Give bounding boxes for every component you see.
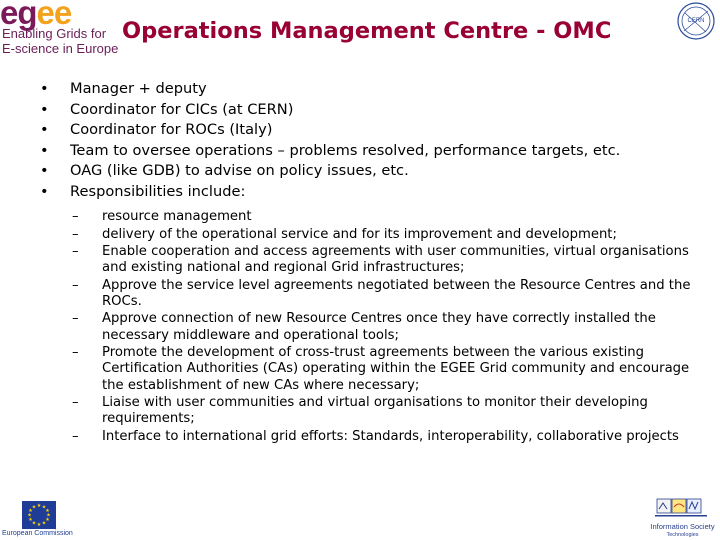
dash-marker: – bbox=[72, 209, 79, 224]
responsibility-item bbox=[72, 345, 712, 394]
dash-marker: – bbox=[72, 311, 79, 327]
responsibility-item bbox=[72, 395, 712, 427]
svg-text:★: ★ bbox=[36, 522, 42, 528]
svg-text:★: ★ bbox=[31, 520, 37, 527]
dash-marker: – bbox=[72, 345, 79, 361]
bullet-text: Manager + deputy bbox=[70, 80, 207, 97]
dash-marker: – bbox=[72, 244, 79, 259]
eu-flag-icon bbox=[22, 501, 56, 529]
svg-text:★: ★ bbox=[28, 508, 33, 514]
svg-text:★: ★ bbox=[41, 520, 47, 527]
responsibility-text: delivery of the operational service and for its improvement and development; bbox=[102, 226, 617, 242]
bullet-text: OAG (like GDB) to advise on policy issues, etc. bbox=[70, 162, 409, 180]
logo-word-part-1: eg bbox=[0, 0, 37, 31]
bullet-text: Coordinator for ROCs (Italy) bbox=[70, 121, 273, 139]
responsibility-text: Approve the service level agreements negotiated between the Resource Centres and the ROCs. bbox=[102, 277, 691, 309]
bullet-dot: • bbox=[40, 121, 49, 139]
responsibility-item bbox=[72, 244, 712, 276]
ist-sublabel: Technologies bbox=[666, 532, 699, 538]
bullet-dot: • bbox=[40, 141, 49, 159]
svg-text:★: ★ bbox=[27, 512, 32, 519]
responsibility-text: Promote the development of cross-trust agreements between the various existing Certification Authorities (CAs) operating within the EGEE Grid community and encourage the establishment of new CAs where necessary; bbox=[102, 345, 690, 393]
bullet-text: Coordinator for CICs (at CERN) bbox=[70, 100, 294, 118]
dash-marker: – bbox=[72, 226, 79, 242]
ist-emblem-icon bbox=[645, 497, 720, 523]
svg-text:★: ★ bbox=[31, 504, 37, 511]
svg-text:★: ★ bbox=[46, 512, 51, 519]
egee-logo bbox=[0, 0, 119, 60]
svg-text:★: ★ bbox=[45, 517, 50, 523]
responsibility-item bbox=[72, 278, 712, 310]
bullet-dot: • bbox=[40, 80, 49, 97]
responsibility-text: resource management bbox=[102, 209, 252, 224]
dash-marker: – bbox=[72, 395, 79, 411]
responsibilities-list bbox=[72, 209, 712, 446]
bullet-dot: • bbox=[40, 100, 49, 118]
responsibility-item bbox=[72, 209, 712, 225]
ist-label: Information Society bbox=[650, 522, 715, 531]
svg-text:★: ★ bbox=[36, 503, 42, 509]
responsibility-item bbox=[72, 227, 712, 243]
bullet-text: Team to oversee operations – problems resolved, performance targets, etc. bbox=[70, 141, 621, 159]
svg-text:★: ★ bbox=[45, 508, 50, 514]
cern-logo-label: CERN bbox=[687, 18, 705, 24]
responsibility-text: Enable cooperation and access agreements with user communities, virtual organisations and existing national and regional Grid infrastructures; bbox=[102, 244, 689, 276]
responsibility-text: Interface to international grid efforts: Standards, interoperability, collaborative projects bbox=[102, 428, 679, 444]
logo-tagline-2: E-science in Europe bbox=[2, 41, 119, 56]
dash-marker: – bbox=[72, 428, 79, 444]
slide-title: Operations Management Centre - OMC bbox=[122, 18, 612, 44]
eu-label: European Commission bbox=[2, 530, 73, 537]
svg-text:★: ★ bbox=[28, 517, 33, 523]
logo-tagline-1: Enabling Grids for bbox=[2, 26, 107, 41]
bullet-dot: • bbox=[40, 182, 49, 200]
dash-marker: – bbox=[72, 277, 79, 293]
bullet-text: Responsibilities include: bbox=[70, 182, 246, 200]
svg-text:★: ★ bbox=[41, 504, 47, 511]
european-commission-logo bbox=[2, 501, 78, 540]
responsibility-text: Approve connection of new Resource Centres once they have correctly installed the necessary middleware and operational tools; bbox=[102, 311, 656, 343]
responsibility-item bbox=[72, 429, 712, 445]
logo-word-part-2: ee bbox=[36, 0, 72, 31]
information-society-logo bbox=[645, 497, 720, 540]
cern-logo-icon bbox=[676, 1, 716, 41]
responsibility-item bbox=[72, 311, 712, 343]
bullet-dot: • bbox=[40, 162, 49, 180]
responsibility-text: Liaise with user communities and virtual organisations to monitor their developing requirements; bbox=[102, 395, 648, 427]
